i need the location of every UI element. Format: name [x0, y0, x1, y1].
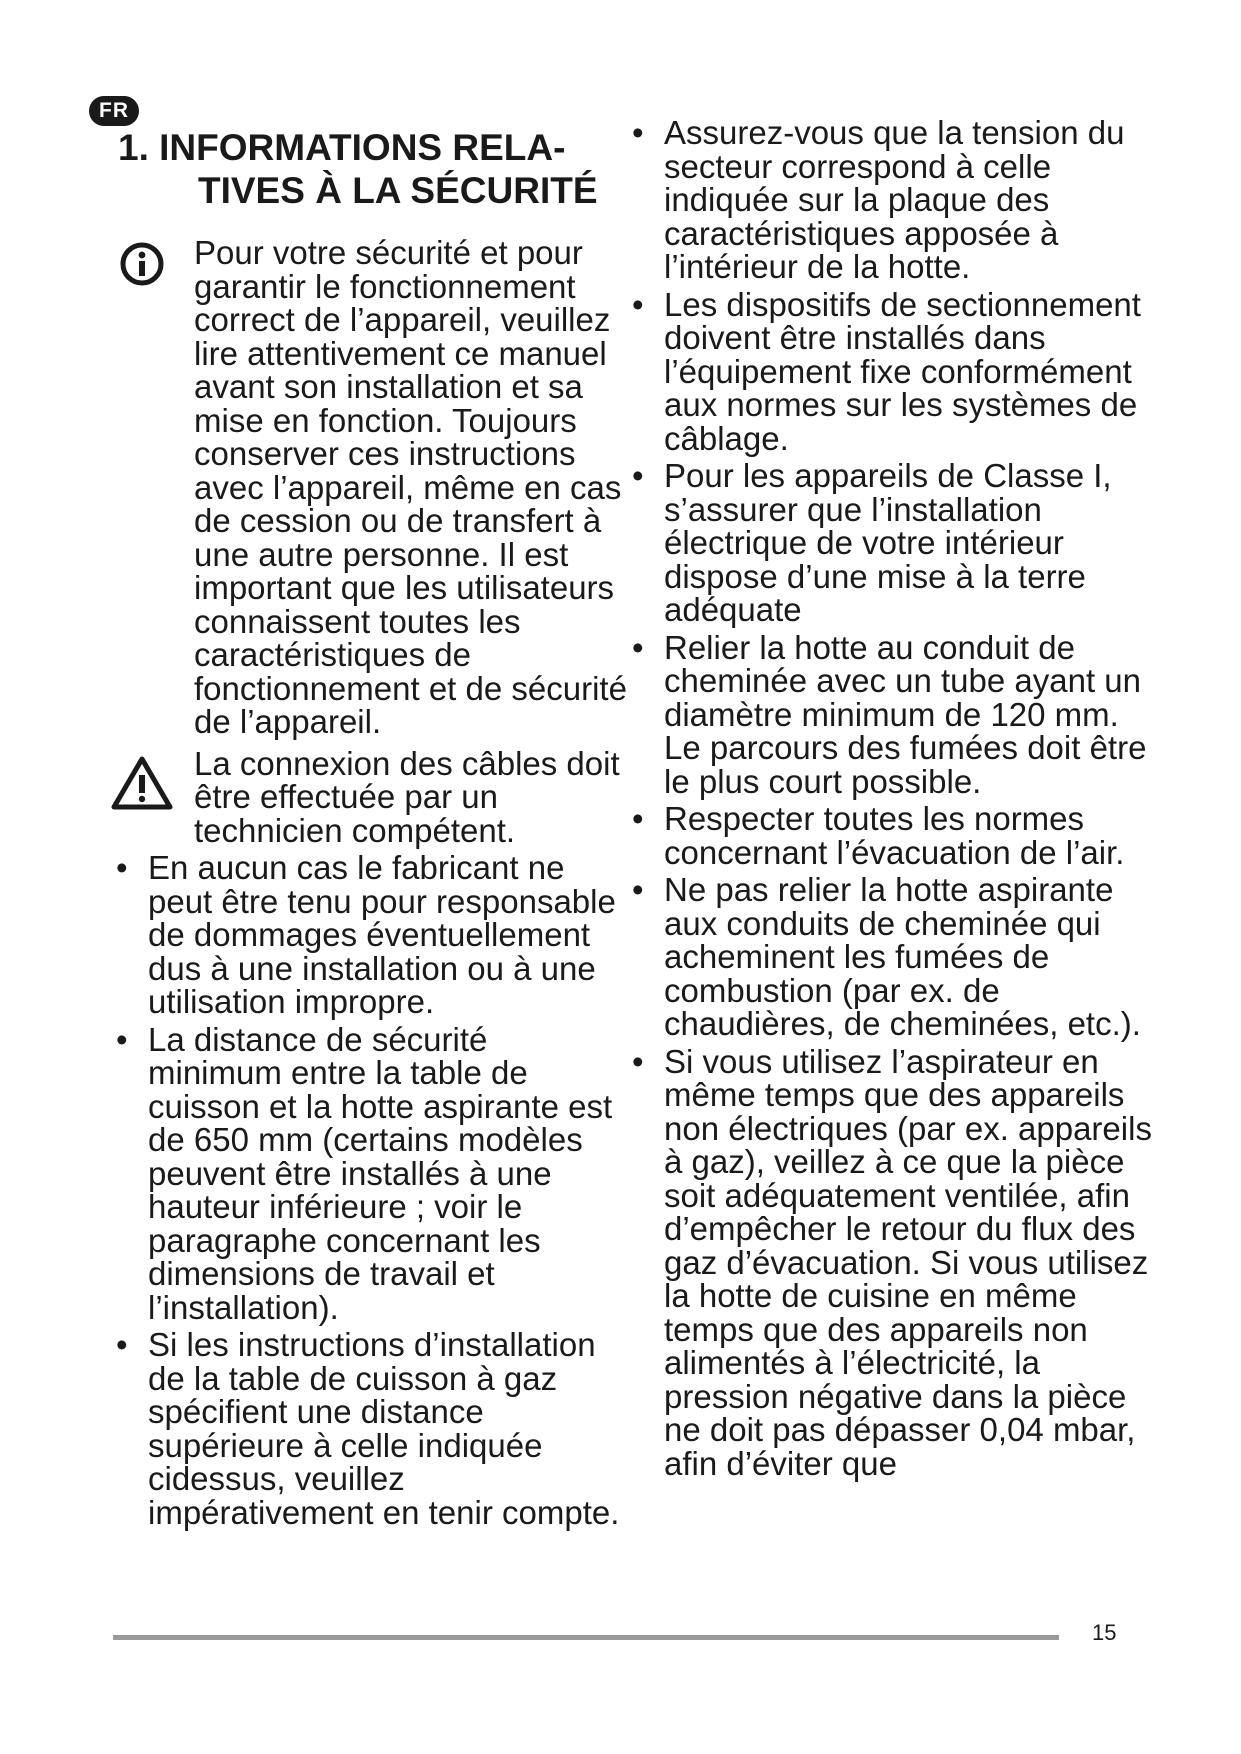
right-column: [632, 116, 1152, 1484]
right-bullet-list: [632, 116, 1152, 1480]
heading-number: 1.: [118, 127, 149, 168]
list-item: • Les dispositifs de sectionnement doivent être installés dans l’équipement fixe conformément aux normes sur les systèmes de câblage.: [632, 288, 1152, 456]
list-item: • Pour les appareils de Classe I, s’assurer que l’installation électrique de votre intérieur dispose d’une mise à la terre adéquate: [632, 459, 1152, 627]
list-item: • Si vous utilisez l’aspirateur en même temps que des appareils non électriques (par ex. appareils à gaz), veillez à ce que la pièce soit adéquatement ventilée, afin d’empêcher le retour du flux des gaz d’évacuation. Si vous utilisez la hotte de cuisine en même temps que des appareils non alimentés à l’électricité, la pression négative dans la pièce ne doit pas dépasser 0,04 mbar, afin d’éviter que: [632, 1045, 1152, 1481]
list-item: • Assurez-vous que la tension du secteur correspond à celle indiquée sur la plaque des caractéristiques apposée à l’intérieur de la hotte.: [632, 116, 1152, 284]
warning-note-text: La connexion des câbles doit être effectuée par un technicien compétent.: [194, 744, 620, 849]
left-column: [118, 126, 628, 1533]
warning-icon: [110, 755, 174, 816]
left-bullet-list: [116, 851, 628, 1529]
list-item: • La distance de sécurité minimum entre la table de cuisson et la hotte aspirante est de 650 mm (certains modèles peuvent être installés à une hauteur inférieure ; voir le paragraphe concernant les dimensions de travail et l’installation).: [116, 1023, 628, 1325]
language-badge: FR: [89, 96, 139, 126]
heading-line-1: INFORMATIONS RELA-: [159, 127, 566, 168]
list-item: • Si les instructions d’installation de la table de cuisson à gaz spécifient une distance supérieure à celle indiquée cidessus, veuillez impérativement en tenir compte.: [116, 1328, 628, 1529]
footer-divider: [113, 1635, 1059, 1640]
list-item: • Respecter toutes les normes concernant l’évacuation de l’air.: [632, 802, 1152, 869]
heading-line-2: TIVES À LA SÉCURITÉ: [198, 170, 598, 211]
page-number: 15: [1092, 1620, 1117, 1645]
info-icon: [118, 240, 166, 293]
info-note: [118, 236, 628, 739]
section-heading: [118, 126, 628, 212]
list-item: • Relier la hotte au conduit de cheminée avec un tube ayant un diamètre minimum de 120 mm. Le parcours des fumées doit être le plus court possible.: [632, 631, 1152, 799]
warning-note: [118, 744, 628, 849]
info-note-text: Pour votre sécurité et pour garantir le fonctionnement correct de l’appareil, veuillez lire attentivement ce manuel avant son installation et sa mise en fonction. Toujours conserver ces instructions avec l’appareil, même en cas de cession ou de transfert à une autre personne. Il est important que les utilisateurs connaissent toutes les caractéristiques de fonctionnement et de sécurité de l’appareil.: [194, 234, 627, 740]
list-item: • En aucun cas le fabricant ne peut être tenu pour responsable de dommages éventuellement dus à une installation ou à une utilisation impropre.: [116, 851, 628, 1019]
list-item: • Ne pas relier la hotte aspirante aux conduits de cheminée qui acheminent les fumées de combustion (par ex. de chaudières, de cheminées, etc.).: [632, 873, 1152, 1041]
